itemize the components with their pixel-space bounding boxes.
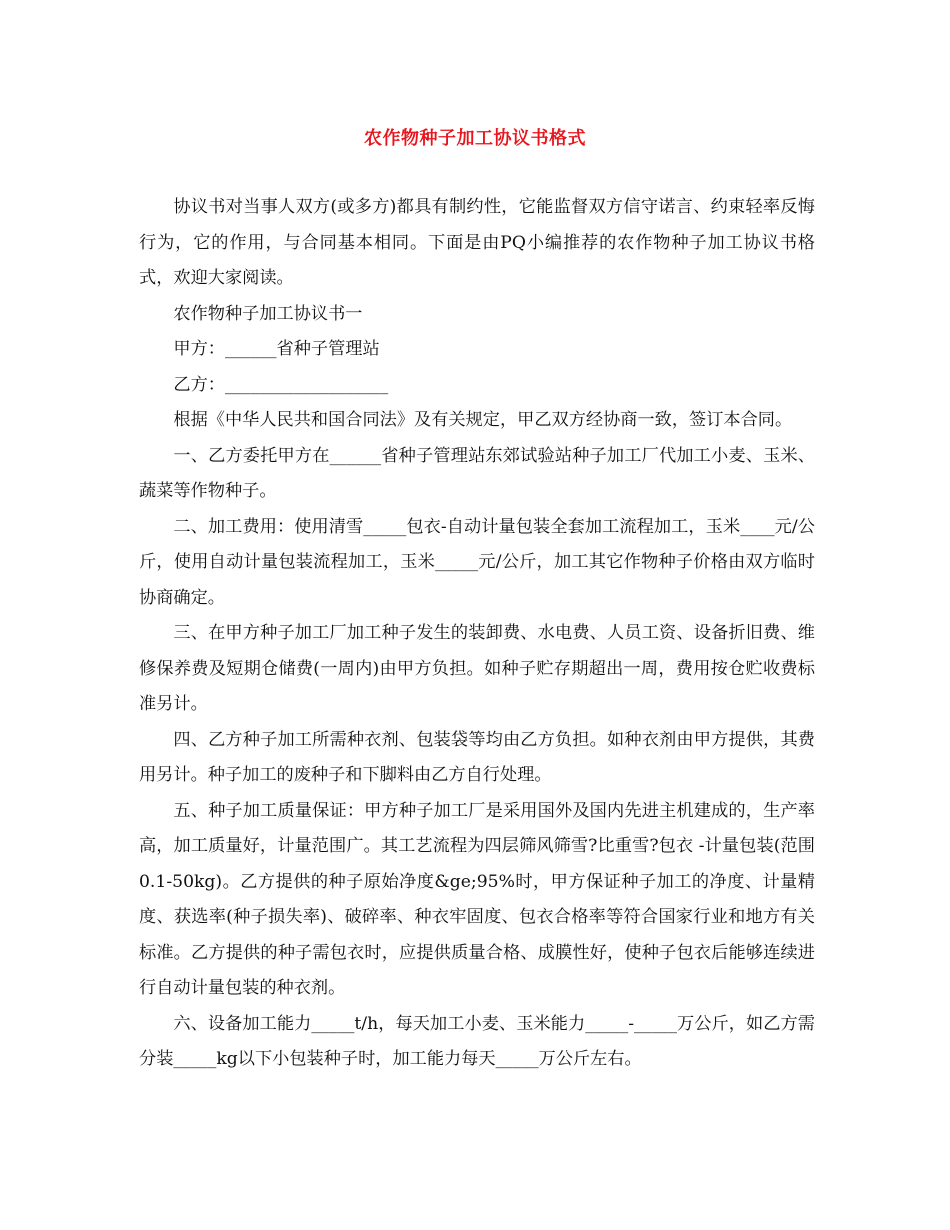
clause-2: 二、加工费用：使用清雪_____包衣-自动计量包装全套加工流程加工，玉米____元/公斤，使用自动计量包装流程加工，玉米_____元/公斤，加工其它作物种子价格由双方临时协商确定。 bbox=[139, 516, 815, 608]
clause-6: 六、设备加工能力_____t/h，每天加工小麦、玉米能力_____-_____万公斤，如乙方需分装_____kg以下小包装种子时，加工能力每天_____万公斤左右。 bbox=[139, 1013, 815, 1069]
clause-5: 五、种子加工质量保证：甲方种子加工厂是采用国外及国内先进主机建成的，生产率高，加工质量好，计量范围广。其工艺流程为四层筛风筛雪?比重雪?包衣 -计量包装(范围0.1-50kg)。乙方提供的种子原始净度&ge;95%时，甲方保证种子加工的净度、计量精度、获选率(种子损失率)、破碎率、种衣牢固度、包衣合格率等符合国家行业和地方有关标准。乙方提供的种子需包衣时，应提供质量合格、成膜性好，使种子包衣后能够连续进行自动计量包装的种衣剂。 bbox=[139, 800, 815, 998]
clause-3: 三、在甲方种子加工厂加工种子发生的装卸费、水电费、人员工资、设备折旧费、维修保养费及短期仓储费(一周内)由甲方负担。如种子贮存期超出一周，费用按仓贮收费标准另计。 bbox=[139, 623, 815, 714]
party-b-line: 乙方：___________________ bbox=[173, 374, 389, 395]
document-title: 农作物种子加工协议书格式 bbox=[364, 128, 586, 149]
intro-paragraph: 协议书对当事人双方(或多方)都具有制约性，它能监督双方信守诺言、约束轻率反悔行为，它的作用，与合同基本相同。下面是由PQ小编推荐的农作物种子加工协议书格式，欢迎大家阅读。 bbox=[139, 197, 815, 288]
clause-4: 四、乙方种子加工所需种衣剂、包装袋等均由乙方负担。如种衣剂由甲方提供，其费用另计。种子加工的废种子和下脚料由乙方自行处理。 bbox=[139, 729, 815, 785]
document-body bbox=[139, 190, 815, 1078]
party-a-line: 甲方：______省种子管理站 bbox=[173, 339, 380, 359]
clause-1: 一、乙方委托甲方在______省种子管理站东郊试验站种子加工厂代加工小麦、玉米、蔬菜等作物种子。 bbox=[139, 445, 815, 501]
preamble-paragraph: 根据《中华人民共和国合同法》及有关规定，甲乙双方经协商一致，签订本合同。 bbox=[173, 410, 793, 430]
agreement-heading: 农作物种子加工协议书一 bbox=[173, 303, 363, 324]
